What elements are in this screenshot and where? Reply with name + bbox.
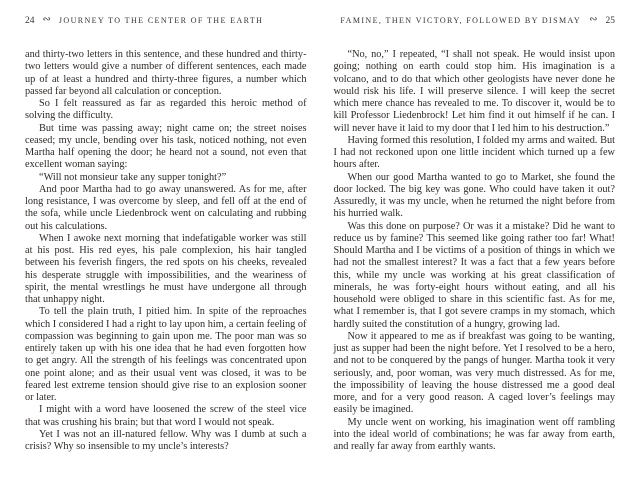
paragraph: When I awoke next morning that indefatigable worker was still at his post. His red eyes, his pale complexion, his hair tangled between his feverish fingers, the red spots on his cheeks, revealed his desperate struggle with impossibilities, and the weariness of spirit, the mental wrestlings he must have undergone all through that unhappy night. bbox=[25, 232, 307, 305]
paragraph: Having formed this resolution, I folded my arms and waited. But I had not reckoned upon one little incident which turned up a few hours after. bbox=[333, 134, 615, 171]
right-running-head bbox=[334, 15, 616, 26]
left-page bbox=[25, 15, 307, 487]
left-page-number: 24 bbox=[25, 16, 35, 26]
paragraph: When our good Martha wanted to go to Market, she found the door locked. The big key was gone. Who could have taken it out? Assuredly, it was my uncle, when he returned the night before from his hurried walk. bbox=[333, 171, 615, 220]
right-running-head-title: FAMINE, THEN VICTORY, FOLLOWED BY DISMAY bbox=[340, 16, 582, 25]
left-running-head bbox=[25, 15, 307, 26]
header-ornament-icon: ∾ bbox=[42, 14, 51, 25]
paragraph: “Will not monsieur take any supper tonight?” bbox=[39, 171, 227, 183]
paragraph: And poor Martha had to go away unanswered. As for me, after long resistance, I was overcome by sleep, and fell off at the end of the sofa, while uncle Liedenbrock went on calculating and rubbing out his calculations. bbox=[25, 183, 307, 232]
paragraph: and thirty-two letters in this sentence, and these hundred and thirty-two letters would give a number of different sentences, each made up of at least a hundred and thirty-three figures, a number which passed far beyond all calculation or conception. bbox=[25, 49, 307, 97]
left-page-body bbox=[25, 49, 307, 453]
right-page-number: 25 bbox=[605, 16, 615, 26]
paragraph: I might with a word have loosened the screw of the steel vice that was crushing his brain; but that word I would not speak. bbox=[25, 404, 307, 428]
paragraph: To tell the plain truth, I pitied him. In spite of the reproaches which I considered I had a right to lay upon him, a certain feeling of compassion was beginning to gain upon me. The poor man was so entirely taken up with his one idea that he had even forgotten how to get angry. All the strength of his feelings was concentrated upon one point alone; and as their usual vent was closed, it was to be feared lest extreme tension should give rise to an explosion sooner or later. bbox=[25, 306, 307, 403]
paragraph: Yet I was not an ill-natured fellow. Why was I dumb at such a crisis? Why so insensible to my uncle’s interests? bbox=[25, 428, 307, 452]
paragraph: Now it appeared to me as if breakfast was going to be wanting, just as supper had been the night before. Yet I resolved to be a hero, and not to be conquered by the pangs of hunger. Martha took it very seriously, and, poor woman, was very much distressed. As for me, the impossibility of leaving the house distressed me a good deal more, and for a very good reason. A caged lover’s feelings may easily be imagined. bbox=[333, 330, 615, 416]
paragraph: My uncle went on working, his imagination went off rambling into the ideal world of combinations; he was far away from earth, and really far away from earthly wants. bbox=[333, 416, 615, 452]
right-page bbox=[334, 15, 616, 487]
paragraph: Was this done on purpose? Or was it a mistake? Did he want to reduce us by famine? This seemed like going rather too far! What! Should Martha and I be victims of a position of things in which we had not the smallest interest? It was a fact that a few years before this, while my uncle was working at his great classification of minerals, he was forty-eight hours without eating, and all his household were obliged to share in this scientific fast. As for me, what I remember is, that I got severe cramps in my stomach, which hardly suited the constitution of a hungry, growing lad. bbox=[333, 220, 615, 330]
right-page-body bbox=[334, 49, 616, 453]
paragraph: “No, no,” I repeated, “I shall not speak. He would insist upon going; nothing on earth could stop him. His imagination is a volcano, and to do that which other geologists have never done he would risk his life. I will preserve silence. I will keep the secret which mere chance has revealed to me. To discover it, would be to kill Professor Liedenbrock! Let him find it out himself if he can. I will never have it laid to my door that I led him to his destruction.” bbox=[333, 49, 615, 134]
header-ornament-icon: ∾ bbox=[589, 14, 598, 25]
paragraph: But time was passing away; night came on; the street noises ceased; my uncle, bending over his task, noticed nothing, not even Martha half opening the door; he heard not a sound, not even that excellent woman saying: bbox=[25, 122, 307, 171]
paragraph: So I felt reassured as far as regarded this heroic method of solving the difficulty. bbox=[25, 98, 307, 122]
left-running-head-title: JOURNEY TO THE CENTER OF THE EARTH bbox=[58, 16, 264, 25]
